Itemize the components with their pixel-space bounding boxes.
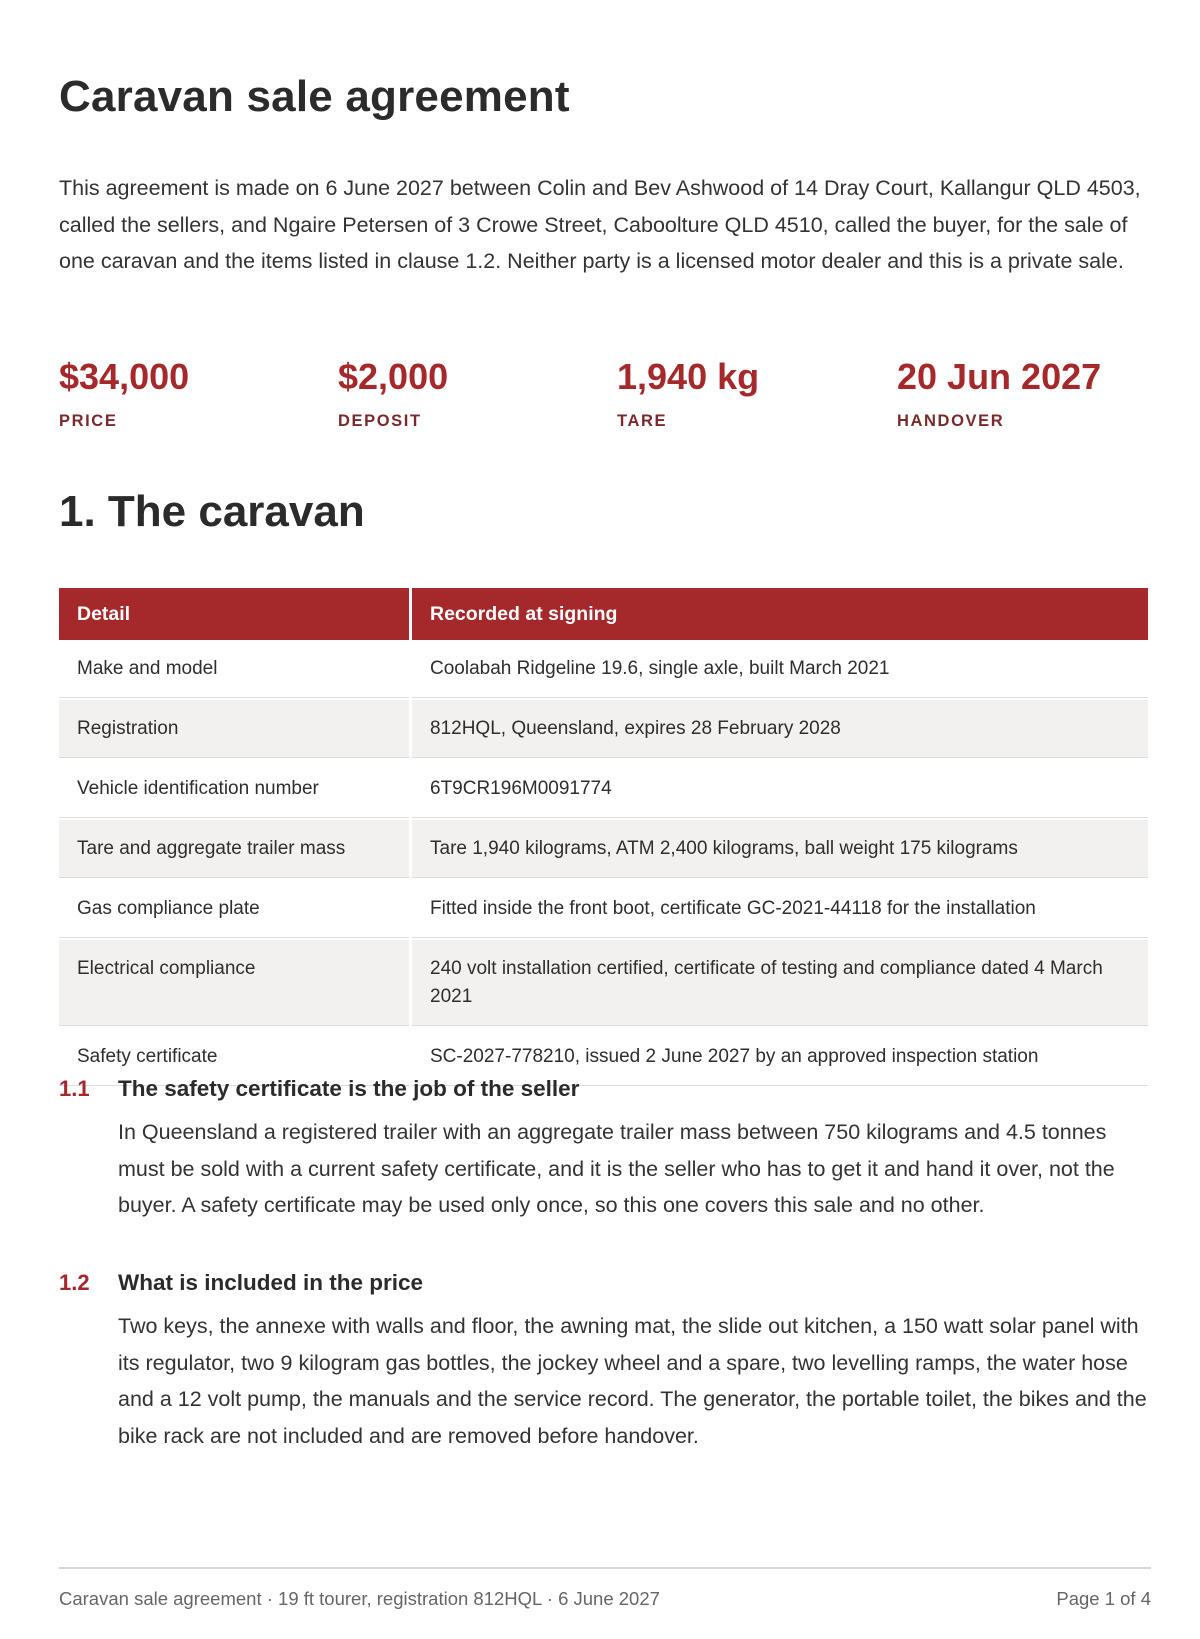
table-row [59,880,1148,940]
value-cell: SC-2027-778210, issued 2 June 2027 by an approved inspection station [412,1028,1148,1088]
table-row [59,820,1148,880]
stat-value: $2,000 [338,356,449,397]
value-cell: 6T9CR196M0091774 [412,760,1148,820]
section-title: 1. The caravan [59,487,365,536]
footer-document-info: Caravan sale agreement · 19 ft tourer, registration 812HQL · 6 June 2027 [59,1588,660,1609]
stat-price [59,355,189,431]
value-cell: 240 volt installation certified, certificate of testing and compliance dated 4 March 2021 [412,940,1148,1028]
detail-cell: Gas compliance plate [59,880,409,940]
value-cell: 812HQL, Queensland, expires 28 February 2028 [412,700,1148,760]
clause-heading: The safety certificate is the job of the seller [118,1076,580,1101]
table-row [59,640,1148,700]
detail-cell: Safety certificate [59,1028,409,1088]
detail-cell: Electrical compliance [59,940,409,1028]
caravan-details-table [56,588,1151,1088]
stat-value: 20 Jun 2027 [897,356,1102,397]
clause-number: 1.1 [59,1076,90,1101]
document-title: Caravan sale agreement [59,72,570,121]
value-cell: Tare 1,940 kilograms, ATM 2,400 kilograms, ball weight 175 kilograms [412,820,1148,880]
stat-label: HANDOVER [897,412,1005,430]
detail-cell: Make and model [59,640,409,700]
stat-tare [617,355,759,431]
intro-paragraph: This agreement is made on 6 June 2027 between Colin and Bev Ashwood of 14 Dray Court, Kallangur QLD 4503, called the sellers, and Ngaire Petersen of 3 Crowe Street, Caboolture QLD 4510, called the buyer, for the sale of one caravan and the items listed in clause 1.2. Neither party is a licensed motor dealer and this is a private sale. [59,176,1141,273]
stat-handover [897,355,1101,431]
footer-divider [59,1567,1151,1569]
detail-cell: Registration [59,700,409,760]
column-header-detail: Detail [59,588,409,640]
table-header-row [59,588,1148,640]
stat-label: DEPOSIT [338,412,422,430]
stat-label: PRICE [59,412,118,430]
detail-cell: Tare and aggregate trailer mass [59,820,409,880]
stat-deposit [338,355,448,431]
clause-number: 1.2 [59,1270,90,1295]
value-cell: Fitted inside the front boot, certificate GC-2021-44118 for the installation [412,880,1148,940]
detail-cell: Vehicle identification number [59,760,409,820]
stat-value: $34,000 [59,356,190,397]
clause-body: Two keys, the annexe with walls and floor, the awning mat, the slide out kitchen, a 150 watt solar panel with its regulator, two 9 kilogram gas bottles, the jockey wheel and a spare, two levelling ramps, the water hose and a 12 volt pump, the manuals and the service record. The generator, the portable toilet, the bikes and the bike rack are not included and are removed before handover. [118,1314,1147,1448]
clause-heading: What is included in the price [118,1270,424,1295]
table-row [59,700,1148,760]
table-row [59,760,1148,820]
column-header-recorded: Recorded at signing [412,588,1148,640]
stat-value: 1,940 kg [617,356,760,397]
footer-page-number: Page 1 of 4 [1056,1588,1151,1609]
key-figures [59,355,1151,435]
clause-body: In Queensland a registered trailer with an aggregate trailer mass between 750 kilograms and 4.5 tonnes must be sold with a current safety certificate, and it is the seller who has to get it and hand it over, not the buyer. A safety certificate may be used only once, so this one covers this sale and no other. [118,1120,1115,1217]
stat-label: TARE [617,412,668,430]
value-cell: Coolabah Ridgeline 19.6, single axle, built March 2021 [412,640,1148,700]
table-row [59,940,1148,1028]
